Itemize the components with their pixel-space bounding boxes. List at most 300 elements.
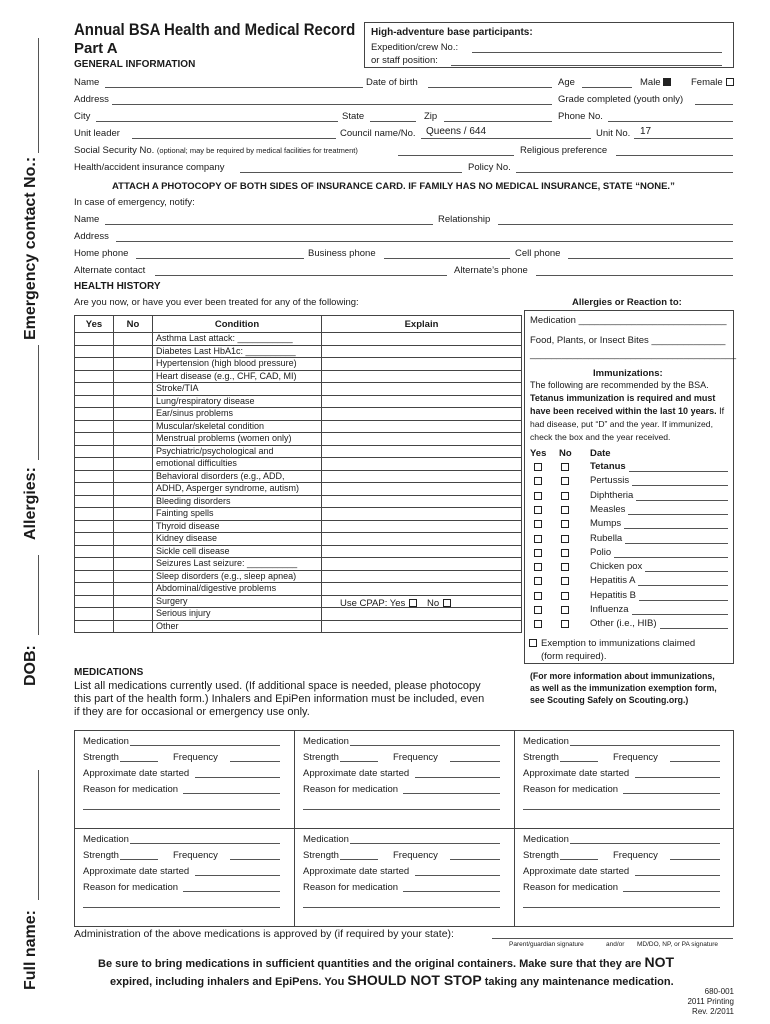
imm-yes-checkbox[interactable] [534,535,542,543]
imm-date-field[interactable] [645,571,728,572]
med-frequency-field[interactable] [450,761,500,762]
condition-yes-cell[interactable] [75,570,114,583]
imm-date-field[interactable] [660,628,728,629]
insurance-field[interactable] [240,172,462,173]
dob-field[interactable] [428,87,552,88]
med-reason-field[interactable] [183,891,280,892]
imm-date-field[interactable] [632,614,728,615]
med-medication-label: Medication [523,736,569,747]
med-date-label: Approximate date started [523,866,630,877]
med-date-label: Approximate date started [303,768,410,779]
med-intro-3: if they are for occasional or emergency use only. [74,706,310,718]
imm-intro-3-bold: have been received within the last 10 years. [530,406,717,416]
unit-no-field[interactable] [634,138,733,139]
condition-yes-cell[interactable] [75,433,114,446]
med-extra-line[interactable] [83,907,280,908]
imm-item-label: Pertussis [590,475,630,487]
condition-explain-cell[interactable] [322,383,522,396]
med-strength-label: Strength [523,850,559,861]
condition-no-cell[interactable] [114,545,153,558]
imm-item-label: Polio [590,546,612,558]
condition-yes-cell[interactable] [75,420,114,433]
med-date-label: Approximate date started [83,768,190,779]
condition-explain-cell[interactable] [322,570,522,583]
condition-no-cell[interactable] [114,620,153,633]
approval-signature-line[interactable] [492,938,733,939]
condition-explain-cell[interactable] [322,470,522,483]
cell-phone-field[interactable] [568,258,733,259]
age-field[interactable] [582,87,632,88]
imm-date-field[interactable] [638,585,728,586]
condition-yes-cell[interactable] [75,583,114,596]
condition-explain-cell[interactable] [322,533,522,546]
med-frequency-field[interactable] [670,761,720,762]
council-field[interactable] [421,138,591,139]
imm-no-checkbox[interactable] [561,549,569,557]
med-medication-field[interactable] [350,745,500,746]
business-phone-label: Business phone [308,248,376,259]
condition-name: Other [153,620,322,633]
imm-yes-checkbox[interactable] [534,592,542,600]
col-explain: Explain [322,316,522,333]
condition-explain-cell[interactable] [322,358,522,371]
condition-no-cell[interactable] [114,608,153,621]
imm-intro-2: Tetanus immunization is required and must [530,393,716,403]
condition-yes-cell[interactable] [75,333,114,346]
imm-yes-checkbox[interactable] [534,463,542,471]
med-strength-label: Strength [303,752,339,763]
footer-code: 680-001 [704,987,734,996]
side-dob-line[interactable] [38,555,39,635]
phone-field[interactable] [608,121,733,122]
unit-leader-label: Unit leader [74,128,120,139]
med-date-field[interactable] [195,875,280,876]
section-general: GENERAL INFORMATION [74,59,196,70]
condition-yes-cell[interactable] [75,358,114,371]
imm-item-label: Rubella [590,532,623,544]
side-allergies-label: Allergies: [22,467,39,540]
state-label: State [342,111,365,122]
condition-name: Hypertension (high blood pressure) [153,358,322,371]
med-medication-label: Medication [523,834,569,845]
hab-staff-field[interactable] [451,65,722,66]
male-checkbox[interactable] [663,78,671,86]
imm-date-field[interactable] [614,557,728,558]
med-reason-label: Reason for medication [83,882,179,893]
condition-no-cell[interactable] [114,433,153,446]
sig-and: and/or [606,941,625,948]
condition-row [75,395,522,408]
imm-item-label: Mumps [590,518,622,530]
allergy-blank-line[interactable]: _______________________________________ [530,349,737,360]
female-label: Female [691,77,723,88]
condition-yes-cell[interactable] [75,408,114,421]
unit-no-value[interactable]: 17 [640,126,652,137]
condition-explain-cell[interactable] [322,545,522,558]
med-frequency-field[interactable] [450,859,500,860]
emergency-address-field[interactable] [116,241,733,242]
imm-no-checkbox[interactable] [561,477,569,485]
condition-row [75,358,522,371]
imm-yes-checkbox[interactable] [534,620,542,628]
condition-name: Psychiatric/psychological and [153,445,322,458]
condition-explain-cell[interactable] [322,370,522,383]
med-date-field[interactable] [635,777,720,778]
med-extra-line[interactable] [83,809,280,810]
imm-date-field[interactable] [624,528,728,529]
condition-explain-cell[interactable] [322,495,522,508]
cpap-no-checkbox[interactable] [443,599,451,607]
imm-date-field[interactable] [636,500,728,501]
side-full-name-label: Full name: [22,909,39,990]
imm-date-field[interactable] [629,471,728,472]
imm-no-checkbox[interactable] [561,620,569,628]
imm-no-checkbox[interactable] [561,520,569,528]
imm-no-checkbox[interactable] [561,577,569,585]
med-strength-field[interactable] [120,859,158,860]
imm-intro-3 [530,407,724,416]
condition-row [75,545,522,558]
med-date-label: Approximate date started [523,768,630,779]
condition-no-cell[interactable] [114,508,153,521]
condition-no-cell[interactable] [114,558,153,571]
exemption-line-1: Exemption to immunizations claimed [541,638,696,649]
address-label: Address [74,94,109,105]
med-strength-label: Strength [83,752,119,763]
address-field[interactable] [112,104,552,105]
name-label: Name [74,77,100,88]
imm-more-2: as well as the immunization exemption form, [530,683,717,693]
condition-no-cell[interactable] [114,583,153,596]
imm-yes-checkbox[interactable] [534,520,542,528]
condition-name: Behavioral disorders (e.g., ADD, [153,470,322,483]
hab-crew-field[interactable] [472,52,722,53]
emergency-name-field[interactable] [105,224,433,225]
condition-explain-cell[interactable] [322,395,522,408]
condition-name: Menstrual problems (women only) [153,433,322,446]
imm-col-no: No [559,448,572,459]
condition-yes-cell[interactable] [75,383,114,396]
med-reason-label: Reason for medication [523,882,619,893]
condition-row [75,445,522,458]
religious-label: Religious preference [520,145,608,156]
city-field[interactable] [96,121,338,122]
condition-explain-cell[interactable] [322,458,522,471]
imm-yes-checkbox[interactable] [534,606,542,614]
med-frequency-field[interactable] [230,859,280,860]
condition-yes-cell[interactable] [75,445,114,458]
conditions-table [74,315,522,633]
med-date-field[interactable] [415,777,500,778]
imm-yes-checkbox[interactable] [534,477,542,485]
med-strength-field[interactable] [340,859,378,860]
condition-explain-cell[interactable] [322,608,522,621]
med-date-field[interactable] [195,777,280,778]
imm-no-checkbox[interactable] [561,606,569,614]
alt-phone-label: Alternate’s phone [454,265,528,276]
med-date-field[interactable] [415,875,500,876]
condition-no-cell[interactable] [114,370,153,383]
condition-row [75,483,522,496]
condition-explain-cell[interactable] [322,433,522,446]
med-frequency-label: Frequency [393,850,438,861]
emergency-name-label: Name [74,214,100,225]
condition-yes-cell[interactable] [75,508,114,521]
condition-name: Thyroid disease [153,520,322,533]
ssn-field[interactable] [398,155,514,156]
condition-no-cell[interactable] [114,358,153,371]
imm-no-checkbox[interactable] [561,592,569,600]
imm-no-checkbox[interactable] [561,506,569,514]
cpap-yes-checkbox[interactable] [409,599,417,607]
condition-yes-cell[interactable] [75,483,114,496]
section-medications: MEDICATIONS [74,667,144,678]
condition-name: Serious injury [153,608,322,621]
cpap-label: Use CPAP: Yes [340,598,406,609]
med-frequency-field[interactable] [230,761,280,762]
condition-no-cell[interactable] [114,383,153,396]
condition-no-cell[interactable] [114,333,153,346]
history-question: Are you now, or have you ever been treated for any of the following: [74,297,359,308]
hab-staff-label: or staff position: [371,55,438,66]
med-intro-1: List all medications currently used. (If additional space is needed, please photocopy [74,680,481,692]
policy-label: Policy No. [468,162,511,173]
business-phone-field[interactable] [384,258,510,259]
med-reason-field[interactable] [623,891,720,892]
warning-line-2c: taking any maintenance medication. [484,976,674,988]
footer-printing: 2011 Printing [687,997,734,1006]
imm-item-label: Chicken pox [590,561,643,573]
condition-explain-cell[interactable] [322,445,522,458]
unit-no-label: Unit No. [596,128,631,139]
condition-yes-cell[interactable] [75,608,114,621]
alt-contact-field[interactable] [155,275,447,276]
med-strength-label: Strength [523,752,559,763]
condition-row [75,495,522,508]
condition-no-cell[interactable] [114,495,153,508]
warning-line-2a: expired, including inhalers and EpiPens. You [110,976,345,988]
emergency-address-label: Address [74,231,109,242]
med-frequency-label: Frequency [613,752,658,763]
condition-explain-cell[interactable] [322,408,522,421]
condition-no-cell[interactable] [114,595,153,608]
med-frequency-label: Frequency [613,850,658,861]
hab-crew-label: Expedition/crew No.: [371,42,459,53]
allergy-food[interactable]: Food, Plants, or Insect Bites ______________ [530,335,726,346]
condition-explain-cell[interactable] [322,420,522,433]
section-health-history: HEALTH HISTORY [74,281,161,292]
condition-explain-cell[interactable] [322,508,522,521]
med-extra-line[interactable] [303,907,500,908]
med-extra-line[interactable] [303,809,500,810]
condition-explain-cell[interactable] [322,483,522,496]
side-emergency-line[interactable] [38,38,39,153]
imm-yes-checkbox[interactable] [534,506,542,514]
condition-row [75,333,522,346]
imm-no-checkbox[interactable] [561,492,569,500]
condition-no-cell[interactable] [114,520,153,533]
home-phone-field[interactable] [136,258,304,259]
approval-text: Administration of the above medications is approved by (if required by your state): [74,928,454,940]
condition-explain-cell[interactable] [322,333,522,346]
condition-name: Abdominal/digestive problems [153,583,322,596]
relationship-field[interactable] [498,224,733,225]
condition-yes-cell[interactable] [75,545,114,558]
footer-rev: Rev. 2/2011 [692,1007,734,1016]
condition-explain-cell[interactable] [322,520,522,533]
condition-row [75,433,522,446]
condition-row [75,458,522,471]
condition-row [75,533,522,546]
imm-no-checkbox[interactable] [561,463,569,471]
condition-explain-cell[interactable] [322,558,522,571]
condition-no-cell[interactable] [114,533,153,546]
condition-name: Kidney disease [153,533,322,546]
med-medication-field[interactable] [570,843,720,844]
med-strength-field[interactable] [340,761,378,762]
condition-no-cell[interactable] [114,570,153,583]
zip-field[interactable] [444,121,552,122]
med-reason-field[interactable] [623,793,720,794]
med-strength-field[interactable] [560,761,598,762]
condition-yes-cell[interactable] [75,458,114,471]
condition-yes-cell[interactable] [75,495,114,508]
female-checkbox[interactable] [726,78,734,86]
med-medication-field[interactable] [350,843,500,844]
warning-line-1 [98,954,674,970]
imm-yes-checkbox[interactable] [534,549,542,557]
imm-date-field[interactable] [632,485,728,486]
warning-should-not-stop: SHOULD NOT STOP [347,972,482,988]
medication-entry [514,828,734,927]
imm-yes-checkbox[interactable] [534,563,542,571]
imm-yes-checkbox[interactable] [534,492,542,500]
condition-no-cell[interactable] [114,408,153,421]
phone-label: Phone No. [558,111,603,122]
med-reason-field[interactable] [183,793,280,794]
med-reason-label: Reason for medication [303,882,399,893]
medication-entry [74,828,295,927]
imm-intro-5: had disease, put “D” and the year. If immunized, [530,419,713,429]
condition-row [75,370,522,383]
medication-entry [514,730,734,829]
imm-date-field[interactable] [625,543,728,544]
allergy-medication[interactable]: Medication ____________________________ [530,315,727,326]
condition-yes-cell[interactable] [75,520,114,533]
name-field[interactable] [105,87,363,88]
side-emergency-label: Emergency contact No.: [22,156,39,340]
condition-no-cell[interactable] [114,483,153,496]
side-full-name-line[interactable] [38,770,39,900]
med-extra-line[interactable] [523,809,720,810]
state-field[interactable] [370,121,416,122]
cpap-no-label: No [427,598,440,609]
warning-line-1-text: Be sure to bring medications in sufficient quantities and the original containers. Make sure that they are [98,958,642,970]
sig-md: MD/DO, NP, or PA signature [637,941,719,948]
condition-yes-cell[interactable] [75,533,114,546]
med-extra-line[interactable] [523,907,720,908]
condition-name: Lung/respiratory disease [153,395,322,408]
condition-yes-cell[interactable] [75,595,114,608]
condition-yes-cell[interactable] [75,370,114,383]
council-value[interactable]: Queens / 644 [426,126,487,137]
condition-name: Ear/sinus problems [153,408,322,421]
ssn-note: (optional; may be required by medical facilities for treatment) [156,146,358,155]
condition-yes-cell[interactable] [75,345,114,358]
condition-explain-cell[interactable] [322,583,522,596]
alt-contact-label: Alternate contact [74,265,146,276]
condition-yes-cell[interactable] [75,558,114,571]
alt-phone-field[interactable] [536,275,733,276]
med-date-field[interactable] [635,875,720,876]
imm-yes-checkbox[interactable] [534,577,542,585]
med-medication-field[interactable] [570,745,720,746]
imm-date-field[interactable] [639,600,728,601]
unit-leader-field[interactable] [132,138,336,139]
imm-item-label: Hepatitis A [590,575,636,587]
condition-name: Surgery [153,595,322,608]
med-reason-field[interactable] [403,793,500,794]
sig-parent: Parent/guardian signature [509,941,584,948]
exemption-checkbox[interactable] [529,639,537,647]
med-frequency-label: Frequency [173,850,218,861]
side-allergies-line[interactable] [38,345,39,460]
imm-date-field[interactable] [628,514,728,515]
condition-no-cell[interactable] [114,420,153,433]
condition-no-cell[interactable] [114,445,153,458]
condition-row [75,520,522,533]
policy-field[interactable] [516,172,733,173]
warning-line-2 [110,972,674,988]
zip-label: Zip [424,111,438,122]
condition-row [75,383,522,396]
med-reason-label: Reason for medication [523,784,619,795]
imm-intro-1: The following are recommended by the BSA. [530,380,709,390]
dob-label: Date of birth [366,77,418,88]
high-adventure-box [364,22,734,68]
immunizations-title: Immunizations: [593,368,663,379]
condition-no-cell[interactable] [114,458,153,471]
condition-no-cell[interactable] [114,345,153,358]
med-strength-field[interactable] [560,859,598,860]
med-medication-field[interactable] [130,745,280,746]
med-reason-field[interactable] [403,891,500,892]
imm-no-checkbox[interactable] [561,535,569,543]
condition-yes-cell[interactable] [75,620,114,633]
med-intro-2: this part of the health form.) Inhalers and EpiPen information must be included, even [74,693,485,705]
emergency-notify-label: In case of emergency, notify: [74,197,195,208]
grade-field[interactable] [695,104,733,105]
med-medication-label: Medication [83,834,129,845]
condition-explain-cell[interactable] [322,620,522,633]
imm-no-checkbox[interactable] [561,563,569,571]
med-frequency-field[interactable] [670,859,720,860]
religious-field[interactable] [616,155,733,156]
condition-name: ADHD, Asperger syndrome, autism) [153,483,322,496]
med-medication-field[interactable] [130,843,280,844]
imm-intro-4: If [719,406,725,416]
condition-yes-cell[interactable] [75,470,114,483]
condition-no-cell[interactable] [114,470,153,483]
condition-yes-cell[interactable] [75,395,114,408]
imm-more-3: see Scouting Safely on Scouting.org.) [530,695,689,705]
med-strength-field[interactable] [120,761,158,762]
condition-explain-cell[interactable] [322,345,522,358]
imm-item-label: Influenza [590,604,629,615]
allergies-title: Allergies or Reaction to: [572,297,682,308]
condition-row [75,595,522,608]
condition-no-cell[interactable] [114,395,153,408]
